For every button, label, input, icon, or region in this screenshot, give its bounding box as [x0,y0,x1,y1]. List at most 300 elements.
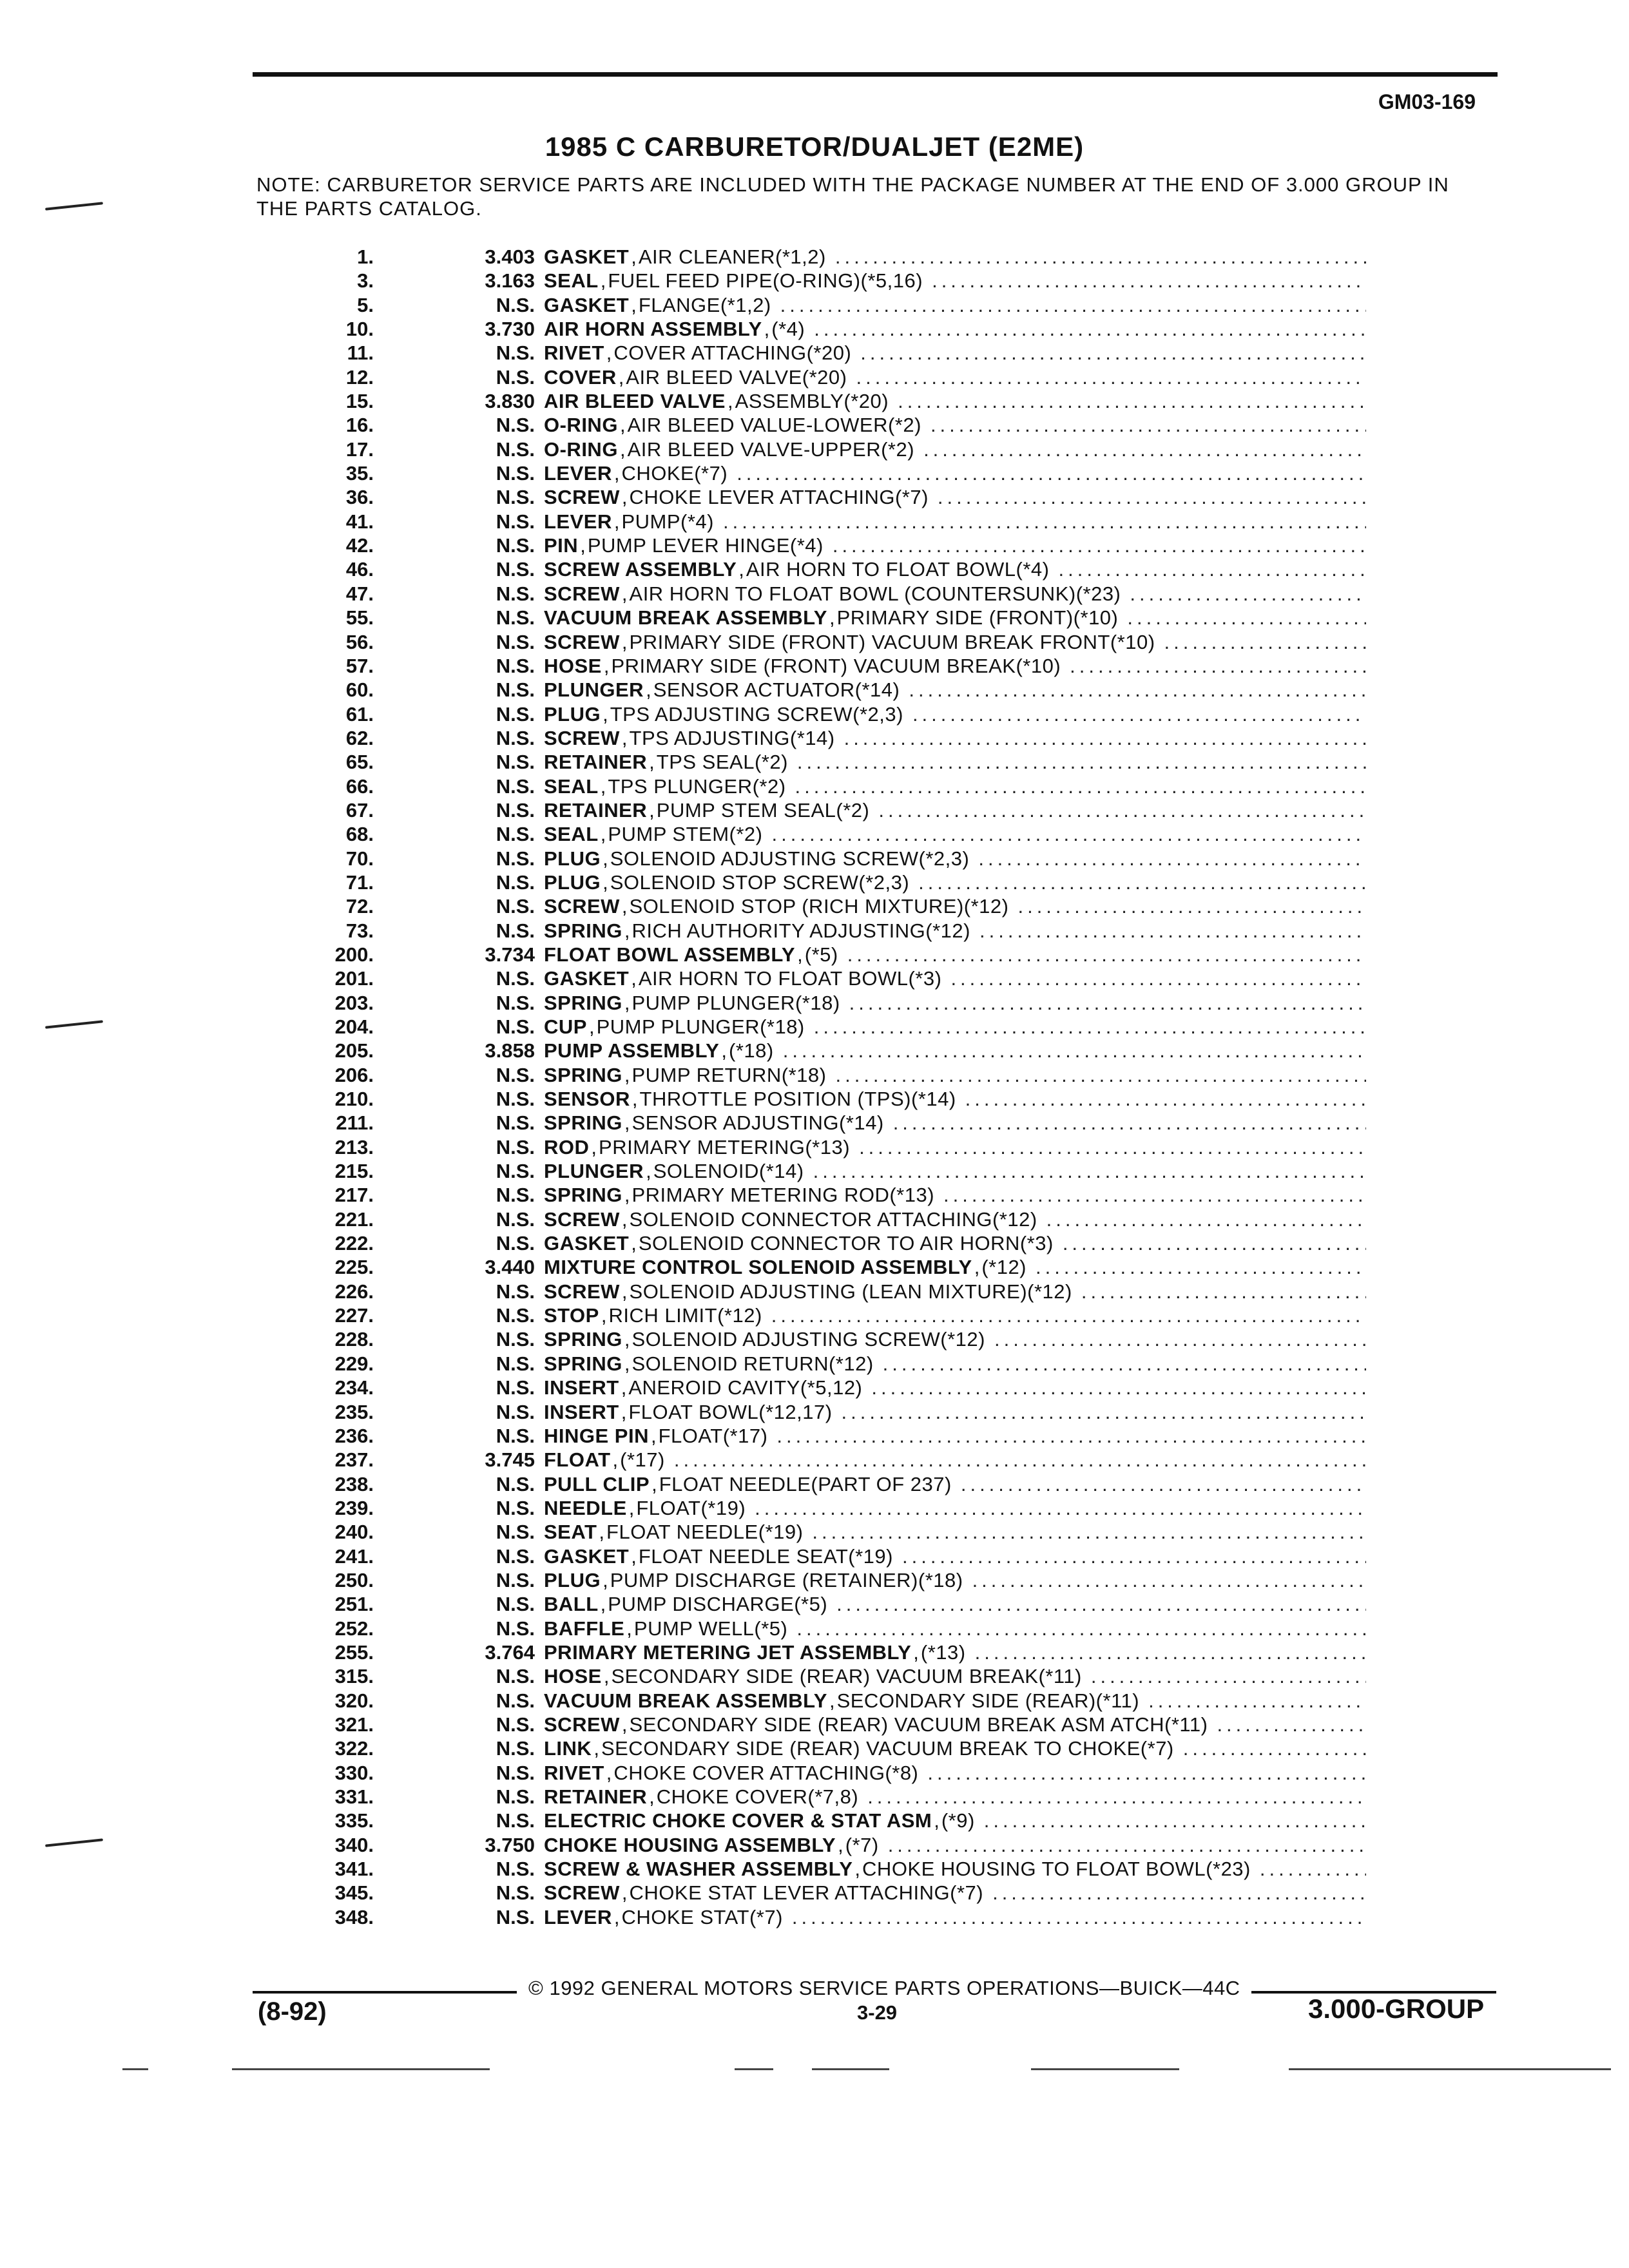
part-detail: SOLENOID ADJUSTING (LEAN MIXTURE)(*12) [629,1280,1072,1303]
catalog-number: N.S. [496,1400,535,1423]
part-description [544,1592,1366,1616]
ref-number: 73. [345,919,374,942]
part-name: SPRING [544,1184,622,1207]
ref-number: 234. [334,1376,374,1399]
part-row [296,966,1366,990]
catalog-number: 3.750 [485,1833,535,1856]
part-row [296,317,1366,341]
part-description [544,485,1366,509]
dot-leader [1148,1689,1366,1713]
dot-leader [1091,1664,1366,1688]
catalog-number: N.S. [496,1785,535,1808]
part-row [296,822,1366,846]
part-detail: FLOAT NEEDLE(*19) [606,1521,804,1544]
margin-mark [45,1020,103,1028]
part-name: HINGE PIN [544,1424,649,1447]
scan-artifact-line [812,2068,889,2070]
separator-comma: , [646,678,651,702]
ref-number: 36. [345,486,374,509]
part-name: SCREW [544,486,620,509]
catalog-number: N.S. [496,1905,535,1928]
catalog-number: N.S. [496,1015,535,1038]
part-row [296,413,1366,437]
part-description [544,1424,1366,1448]
catalog-number: 3.440 [485,1256,535,1279]
dot-leader [856,365,1366,389]
part-description [544,1905,1366,1929]
part-description [544,437,1366,461]
part-name: INSERT [544,1400,619,1423]
part-name: VACUUM BREAK ASSEMBLY [544,606,827,629]
ref-number: 68. [345,823,374,846]
part-row [296,245,1366,269]
catalog-number: N.S. [496,1593,535,1616]
part-name: RETAINER [544,1785,648,1808]
footer-group: 3.000-GROUP [1308,1994,1485,2024]
part-name: CUP [544,1015,587,1038]
catalog-number: N.S. [496,1881,535,1905]
ref-number: 235. [334,1400,374,1423]
separator-comma: , [606,1761,612,1784]
part-row [296,870,1366,894]
separator-comma: , [621,582,628,605]
dot-leader [878,798,1366,822]
part-row [296,1063,1366,1087]
part-description [544,1472,1366,1496]
part-row [296,1376,1366,1399]
part-detail: THROTTLE POSITION (TPS)(*14) [639,1088,956,1111]
part-detail: SOLENOID STOP SCREW(*2,3) [610,870,910,894]
part-description [544,919,1366,943]
part-description [544,847,1366,870]
dot-leader [978,847,1366,870]
part-name: STOP [544,1304,599,1327]
separator-comma: , [613,510,620,533]
part-detail: PUMP PLUNGER(*18) [596,1015,805,1038]
part-row [296,1400,1366,1424]
part-name: GASKET [544,1232,630,1255]
dot-leader [932,269,1366,293]
part-name: SPRING [544,1328,622,1351]
footer-date: (8-92) [258,1997,327,2026]
catalog-number: N.S. [496,1424,535,1447]
separator-comma: , [602,870,608,894]
ref-number: 348. [334,1905,374,1928]
separator-comma: , [624,1328,630,1351]
separator-comma: , [612,1448,619,1472]
part-row [296,750,1366,774]
part-row [296,1664,1366,1688]
part-name: RIVET [544,341,604,365]
dot-leader [812,1520,1366,1544]
part-description [544,510,1366,533]
ref-number: 60. [345,678,374,702]
separator-comma: , [624,1184,630,1207]
separator-comma: , [764,318,770,341]
separator-comma: , [624,991,630,1014]
part-row [296,293,1366,317]
separator-comma: , [619,414,626,437]
part-name: SCREW [544,1713,620,1736]
catalog-number: N.S. [496,1207,535,1231]
part-name: HOSE [544,654,602,677]
part-name: NEEDLE [544,1496,627,1519]
part-detail: SOLENOID STOP (RICH MIXTURE)(*12) [629,895,1009,918]
separator-comma: , [602,702,608,726]
catalog-number: N.S. [496,630,535,653]
separator-comma: , [621,895,628,918]
dot-leader [755,1496,1366,1520]
part-detail: ANEROID CAVITY(*5,12) [628,1376,863,1399]
part-description [544,582,1366,606]
catalog-number: N.S. [496,870,535,894]
ref-number: 72. [345,895,374,918]
part-row [296,630,1366,654]
dot-leader [972,1568,1366,1592]
part-name: PLUG [544,702,601,726]
part-description [544,1736,1366,1760]
part-name: LEVER [544,1905,612,1928]
part-detail: (*17) [620,1448,665,1472]
part-name: PLUNGER [544,1160,644,1183]
dot-leader [844,726,1366,750]
part-name: BAFFLE [544,1617,625,1640]
part-detail: FLOAT NEEDLE(PART OF 237) [659,1472,952,1495]
separator-comma: , [631,967,637,990]
ref-number: 47. [345,582,374,605]
part-description [544,1785,1366,1809]
dot-leader [772,822,1367,846]
separator-comma: , [974,1256,980,1279]
part-detail: SOLENOID(*14) [653,1160,804,1183]
ref-number: 215. [334,1160,374,1183]
part-name: SPRING [544,1063,622,1086]
part-row [296,1087,1366,1111]
part-description [544,1617,1366,1640]
dot-leader [867,1785,1366,1809]
ref-number: 3. [357,269,374,293]
separator-comma: , [613,1905,620,1928]
part-detail: SECONDARY SIDE (REAR) VACUUM BREAK ASM ATCH(*11) [629,1713,1208,1736]
part-description [544,702,1366,726]
separator-comma: , [721,1039,727,1062]
dot-leader [783,1039,1366,1062]
separator-comma: , [600,1593,606,1616]
part-name: PULL CLIP [544,1472,650,1495]
catalog-number: N.S. [496,654,535,677]
part-description [544,557,1366,581]
catalog-number: N.S. [496,1689,535,1712]
separator-comma: , [631,1544,637,1568]
part-name: INSERT [544,1376,619,1399]
part-row [296,1159,1366,1183]
ref-number: 239. [334,1496,374,1519]
part-name: SCREW [544,895,620,918]
part-row [296,389,1366,413]
separator-comma: , [626,1617,632,1640]
part-row [296,510,1366,533]
dot-leader [859,1135,1366,1159]
part-description [544,413,1366,437]
catalog-number: N.S. [496,1063,535,1086]
parts-list [296,245,1366,1929]
part-detail: PUMP STEM SEAL(*2) [656,798,870,822]
part-description [544,943,1366,966]
scan-artifact-line [232,2068,490,2070]
separator-comma: , [621,630,628,653]
separator-comma: , [618,365,624,389]
part-detail: FLANGE(*1,2) [638,293,771,316]
dot-leader [1260,1857,1366,1881]
part-name: SEAL [544,823,599,846]
part-name: VACUUM BREAK ASSEMBLY [544,1689,827,1712]
part-detail: PUMP DISCHARGE(*5) [608,1593,828,1616]
part-detail: CHOKE STAT LEVER ATTACHING(*7) [629,1881,984,1905]
catalog-number: 3.163 [485,269,535,293]
catalog-number: N.S. [496,895,535,918]
dot-leader [842,1400,1366,1424]
catalog-number: N.S. [496,919,535,942]
part-row [296,1496,1366,1520]
part-name: SEAL [544,774,599,798]
part-row [296,1833,1366,1857]
ref-number: 228. [334,1328,374,1351]
separator-comma: , [621,1207,628,1231]
ref-number: 46. [345,558,374,581]
catalog-number: N.S. [496,510,535,533]
part-description [544,1496,1366,1520]
part-row [296,943,1366,966]
part-name: PLUNGER [544,678,644,702]
page-number: 3-29 [857,2001,898,2024]
catalog-number: N.S. [496,1280,535,1303]
part-row [296,461,1366,485]
part-name: SENSOR [544,1088,630,1111]
part-detail: ASSEMBLY(*20) [735,390,889,413]
dot-leader [814,317,1366,341]
separator-comma: , [600,269,606,293]
ref-number: 340. [334,1833,374,1856]
dot-leader [1081,1280,1366,1303]
separator-comma: , [591,1135,597,1158]
part-name: SEAT [544,1521,597,1544]
separator-comma: , [621,726,628,749]
part-detail: FLOAT NEEDLE SEAT(*19) [638,1544,893,1568]
catalog-number: N.S. [496,341,535,365]
part-name: GASKET [544,1544,630,1568]
part-description [544,293,1366,317]
dot-leader [792,1905,1366,1929]
dot-leader [796,1617,1366,1640]
footer-copyright: © 1992 GENERAL MOTORS SERVICE PARTS OPERATIONS—BUICK—44C [528,1977,1240,1999]
part-detail: TPS ADJUSTING(*14) [629,726,835,749]
part-detail: PRIMARY SIDE (FRONT)(*10) [836,606,1119,629]
ref-number: 56. [345,630,374,653]
part-row [296,606,1366,629]
part-description [544,1640,1366,1664]
catalog-number: N.S. [496,1713,535,1736]
part-detail: (*13) [920,1640,966,1664]
catalog-number: N.S. [496,1376,535,1399]
part-row [296,1015,1366,1039]
dot-leader [902,1544,1366,1568]
catalog-number: N.S. [496,437,535,461]
part-description [544,1063,1366,1087]
ref-number: 5. [357,293,374,316]
ref-number: 206. [334,1063,374,1086]
ref-number: 57. [345,654,374,677]
part-description [544,966,1366,990]
part-description [544,1327,1366,1351]
dot-leader [871,1376,1366,1399]
dot-leader [888,1833,1366,1857]
catalog-number: N.S. [496,678,535,702]
part-row [296,485,1366,509]
catalog-number: 3.730 [485,318,535,341]
catalog-number: 3.830 [485,390,535,413]
page-title: 1985 C CARBURETOR/DUALJET (E2ME) [545,131,1084,162]
part-description [544,1809,1366,1832]
ref-number: 322. [334,1737,374,1760]
part-description [544,269,1366,293]
part-detail: SOLENOID ADJUSTING SCREW(*12) [631,1328,985,1351]
dot-leader [975,1640,1366,1664]
catalog-number: N.S. [496,1809,535,1832]
part-detail: FLOAT(*17) [658,1424,768,1447]
part-row [296,1111,1366,1135]
catalog-number: N.S. [496,1328,535,1351]
dot-leader [1183,1736,1366,1760]
dot-leader [835,245,1366,269]
part-description [544,678,1366,702]
part-row [296,678,1366,702]
catalog-number: N.S. [496,1568,535,1591]
ref-number: 66. [345,774,374,798]
catalog-number: N.S. [496,486,535,509]
dot-leader [836,1592,1366,1616]
part-row [296,365,1366,389]
part-name: SEAL [544,269,599,293]
dot-leader [723,510,1366,533]
part-row [296,1303,1366,1327]
part-detail: RICH AUTHORITY ADJUSTING(*12) [631,919,970,942]
part-detail: TPS PLUNGER(*2) [608,774,786,798]
dot-leader [813,1159,1366,1183]
separator-comma: , [838,1833,843,1856]
part-detail: (*18) [729,1039,774,1062]
part-name: O-RING [544,414,618,437]
separator-comma: , [599,1521,605,1544]
dot-leader [1059,557,1367,581]
catalog-number: N.S. [496,991,535,1014]
part-name: AIR HORN ASSEMBLY [544,318,762,341]
part-name: RETAINER [544,798,648,822]
part-row [296,1568,1366,1592]
part-row [296,1039,1366,1062]
ref-number: 341. [334,1858,374,1881]
part-detail: PUMP PLUNGER(*18) [631,991,840,1014]
dot-leader [771,1303,1366,1327]
part-description [544,365,1366,389]
separator-comma: , [619,437,626,461]
ref-number: 12. [345,365,374,389]
catalog-number: N.S. [496,1184,535,1207]
part-detail: AIR HORN TO FLOAT BOWL(*3) [638,967,942,990]
part-detail: (*7) [845,1833,879,1856]
catalog-number: N.S. [496,1160,535,1183]
part-description [544,1280,1366,1303]
part-detail: (*12) [981,1256,1027,1279]
catalog-number: N.S. [496,1737,535,1760]
dot-leader [674,1448,1366,1472]
part-detail: PUMP STEM(*2) [608,823,763,846]
separator-comma: , [624,1352,630,1375]
part-row [296,1520,1366,1544]
catalog-number: N.S. [496,582,535,605]
part-detail: TPS SEAL(*2) [656,751,788,774]
part-detail: SOLENOID RETURN(*12) [631,1352,874,1375]
part-detail: CHOKE STAT(*7) [621,1905,783,1928]
part-description [544,1159,1366,1183]
separator-comma: , [650,1424,657,1447]
separator-comma: , [829,1689,835,1712]
part-row [296,1352,1366,1376]
catalog-number: N.S. [496,1232,535,1255]
part-description [544,1111,1366,1135]
catalog-number: N.S. [496,1617,535,1640]
ref-number: 70. [345,847,374,870]
dot-leader [984,1809,1366,1832]
part-name: CHOKE HOUSING ASSEMBLY [544,1833,836,1856]
part-name: SCREW [544,582,620,605]
catalog-number: N.S. [496,1135,535,1158]
part-row [296,269,1366,293]
part-description [544,991,1366,1015]
part-description [544,1520,1366,1544]
dot-leader [849,991,1366,1015]
dot-leader [909,678,1366,702]
part-name: PLUG [544,847,601,870]
separator-comma: , [631,245,637,268]
footer-rule-left [253,1991,517,1994]
part-row [296,1640,1366,1664]
part-name: PUMP ASSEMBLY [544,1039,720,1062]
catalog-number: 3.764 [485,1640,535,1664]
catalog-number: N.S. [496,414,535,437]
part-name: SPRING [544,991,622,1014]
part-detail: CHOKE COVER ATTACHING(*8) [613,1761,919,1784]
dot-leader [776,1424,1366,1448]
part-detail: RICH LIMIT(*12) [608,1304,762,1327]
dot-leader [979,919,1366,943]
ref-number: 210. [334,1088,374,1111]
scan-artifact-line [735,2068,773,2070]
separator-comma: , [631,1232,637,1255]
separator-comma: , [593,1737,599,1760]
part-name: GASKET [544,245,630,268]
part-description [544,1568,1366,1592]
ref-number: 213. [334,1135,374,1158]
dot-leader [994,1327,1366,1351]
separator-comma: , [829,606,835,629]
separator-comma: , [646,1160,651,1183]
part-description [544,1544,1366,1568]
separator-comma: , [738,558,744,581]
part-description [544,1087,1366,1111]
separator-comma: , [628,1496,635,1519]
header-rule [253,72,1498,77]
part-detail: AIR BLEED VALUE-LOWER(*2) [627,414,921,437]
